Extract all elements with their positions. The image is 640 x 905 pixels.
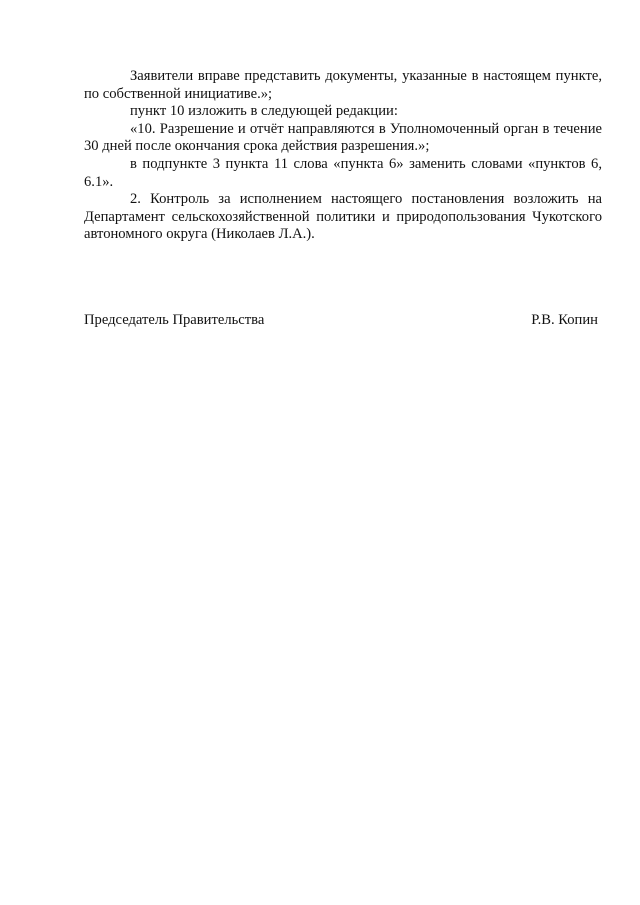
signature-block bbox=[84, 312, 598, 330]
signatory-position: Председатель Правительства bbox=[84, 312, 265, 328]
paragraph-applicants-right: Заявители вправе представить документы, указанные в настоящем пункте, по собственной инициативе.»; bbox=[84, 68, 602, 102]
paragraph-point-10-intro: пункт 10 изложить в следующей редакции: bbox=[130, 103, 398, 120]
document-body bbox=[84, 68, 602, 244]
signatory-name: Р.В. Копин bbox=[531, 312, 598, 328]
paragraph-point-10-text: «10. Разрешение и отчёт направляются в Уполномоченный орган в течение 30 дней после окончания срока действия разрешения.»; bbox=[84, 120, 602, 155]
paragraph-point-11-amendment: в подпункте 3 пункта 11 слова «пункта 6» заменить словами «пунктов 6, 6.1». bbox=[84, 155, 602, 190]
paragraph-control-clause: 2. Контроль за исполнением настоящего постановления возложить на Департамент сельскохозяйственной политики и природопользования Чукотского автономного округа (Николаев Л.А.). bbox=[84, 191, 602, 243]
